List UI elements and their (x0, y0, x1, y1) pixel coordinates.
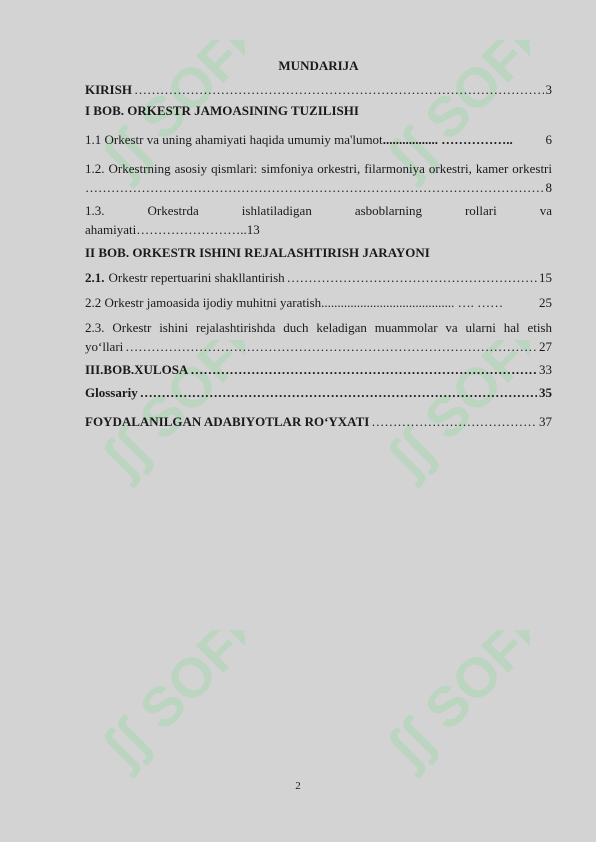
toc-entry-number: 1.2. (85, 161, 105, 176)
toc-entry-page: 27 (539, 339, 552, 354)
toc-entry-leader: ......................................... …. …… (321, 295, 504, 310)
toc-entry-text: KIRISH (85, 82, 132, 97)
toc-entry-page: 8 (545, 180, 552, 195)
toc-entry-page: 15 (539, 270, 552, 285)
toc-entry-glossariy[interactable] (85, 383, 552, 402)
toc-chapter-heading[interactable]: I BOB. ORKESTR JAMOASINING TUZILISHI (85, 103, 359, 118)
toc-entry-number: 2.1. (85, 270, 105, 285)
toc-entry-leader: ................. …………….. (382, 132, 513, 147)
toc-chapter-heading[interactable]: II BOB. ORKESTR ISHINI REJALASHTIRISH JARAYONI (85, 245, 430, 260)
table-of-contents (85, 56, 552, 431)
toc-entry-1-1[interactable] (85, 130, 552, 149)
toc-entry-page: 25 (539, 295, 552, 310)
toc-entry-text-cont: ahamiyati (85, 222, 137, 237)
toc-entry-text-cont: yo‘llari (85, 339, 124, 354)
toc-entry-1-3[interactable]: 1.3. Orkestrda ishlatiladigan asboblarning rollari va ahamiyati …………………….. 13 (85, 203, 553, 237)
toc-entry-page: 35 (539, 385, 552, 400)
toc-entry-page: 33 (539, 362, 552, 377)
toc-entry-text: FOYDALANILGAN ADABIYOTLAR RO‘YXATI (85, 414, 370, 429)
toc-entry-adabiyotlar[interactable] (85, 412, 552, 431)
svg-text:ʃʃ SOFF: ʃʃ SOFF (89, 630, 245, 779)
toc-entry-2-3[interactable] (85, 318, 552, 356)
toc-entry-2-2[interactable] (85, 293, 552, 312)
toc-entry-text: Glossariy (85, 385, 138, 400)
svg-text:ʃʃ SOFF: ʃʃ SOFF (374, 340, 530, 489)
toc-title: MUNDARIJA (278, 58, 359, 73)
toc-entry-text: Orkestrning asosiy qismlari: simfoniya orkestri, filarmoniya orkestri, kamer orkestri (108, 161, 552, 176)
toc-entry-text: Orkestr repertuarini shakllantirish (108, 270, 285, 285)
toc-entry-text: 2.2 Orkestr jamoasida ijodiy muhitni yaratish (85, 295, 322, 310)
svg-text:ʃʃ SOFF: ʃʃ SOFF (89, 340, 245, 489)
toc-entry-kirish[interactable] (85, 80, 552, 99)
toc-entry-page: 37 (539, 414, 552, 429)
toc-entry-2-1[interactable] (85, 268, 552, 287)
toc-entry-text: 1.1 Orkestr va uning ahamiyati haqida umumiy ma'lumot (85, 132, 383, 147)
svg-text:ʃʃ SOFF: ʃʃ SOFF (89, 40, 245, 189)
toc-entry-text: 2.3. Orkestr ishini rejalashtirishda duch keladigan muammolar va ularni hal etish (85, 320, 552, 335)
page-number: 2 (295, 780, 301, 792)
svg-text:ʃʃ SOFF: ʃʃ SOFF (374, 630, 530, 779)
toc-entry-xulosa[interactable] (85, 360, 552, 379)
toc-entry-page: 13 (246, 222, 260, 237)
soff-watermark-logo (75, 630, 245, 800)
toc-entry-text: III.BOB.XULOSA (85, 362, 189, 377)
toc-entry-1-2[interactable] (85, 159, 552, 197)
toc-entry-page: 6 (545, 132, 552, 147)
toc-entry-page: 3 (545, 82, 552, 97)
svg-text:ʃʃ SOFF: ʃʃ SOFF (374, 40, 530, 189)
toc-entry-text: Orkestrda ishlatiladigan asboblarning rollari va (147, 203, 553, 218)
toc-entry-number: 1.3. (85, 203, 105, 218)
soff-watermark-logo (360, 630, 530, 800)
